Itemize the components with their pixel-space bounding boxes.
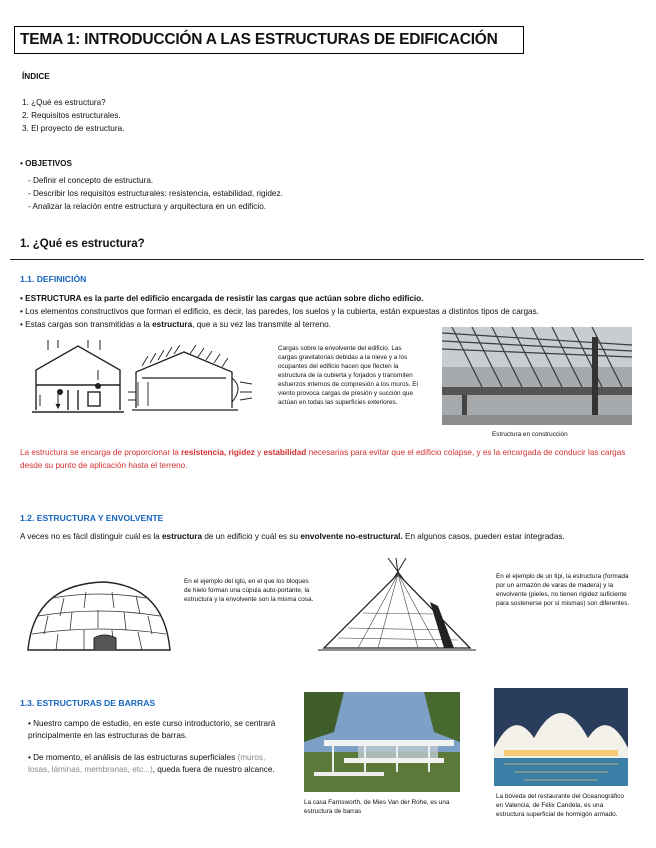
indice-heading: ÍNDICE bbox=[22, 72, 50, 81]
house-wind-sketch bbox=[128, 342, 252, 416]
house-load-sketch bbox=[28, 340, 128, 418]
list-item: 1. ¿Qué es estructura? bbox=[22, 98, 106, 107]
tipi-caption: En el ejemplo de un tipi, la estructura (formada por un armazón de varas de madera) y la envolvente (pieles, no tienen rigidez suficiente para sostenerse por sí mismas) son diferentes. bbox=[496, 573, 630, 607]
section-1-2-paragraph: A veces no es fácil distinguir cuál es la estructura de un edificio y cuál es su envolvente no-estructural. En algunos casos, pueden estar integradas. bbox=[20, 532, 565, 541]
bar-structures-bullet-1: • Nuestro campo de estudio, en este curso introductorio, se centrará principalmente en las estructuras de barras. bbox=[28, 719, 276, 740]
igloo-caption: En el ejemplo del iglú, en el que los bloques de hielo forman una cúpula auto-portante, la estructura y la envolvente son la misma cosa. bbox=[184, 578, 314, 603]
objetivos-list bbox=[28, 174, 283, 213]
definition-bullet-3: • Estas cargas son transmitidas a la estructura, que a su vez las transmite al terreno. bbox=[20, 320, 331, 329]
definition-bullets bbox=[20, 292, 640, 331]
list-item: 3. El proyecto de estructura. bbox=[22, 124, 125, 133]
oceanografic-photo bbox=[494, 688, 628, 786]
construction-caption: Estructura en construcción bbox=[492, 431, 568, 438]
tipi-sketch bbox=[318, 558, 476, 654]
page-title-box bbox=[14, 26, 524, 54]
oceanografic-caption: La bóveda del restaurante del Oceanográfico en Valencia, de Félix Candela, es una estructura superficial de hormigón armado. bbox=[496, 793, 624, 818]
section-1-1-heading: 1.1. DEFINICIÓN bbox=[20, 274, 87, 284]
section-1-3-bullets bbox=[28, 718, 276, 776]
construction-photo bbox=[442, 327, 632, 425]
list-item: - Analizar la relación entre estructura y arquitectura en un edificio. bbox=[28, 202, 267, 211]
structure-definition-highlight: La estructura se encarga de proporcionar la resistencia, rigidez y estabilidad necesarias para evitar que el edificio colapse, y es la encargada de conducir las cargas desde su punto de aplicación hasta el terreno. bbox=[20, 448, 626, 470]
loads-caption: Cargas sobre la envolvente del edificio. Las cargas gravitatorias debidas a la nieve y a los ocupantes del edificio hacen que flecten la estructura de la cubierta y forjados y transmiten esfuerzos internos de compresión a los muros. El viento provoca cargas de presión y succión que actúan en todas las superficies exteriores. bbox=[278, 345, 418, 406]
list-item: - Describir los requisitos estructurales: resistencia, estabilidad, rigidez. bbox=[28, 189, 283, 198]
section-1-heading: 1. ¿Qué es estructura? bbox=[20, 238, 145, 250]
bar-structures-bullet-2: • De momento, el análisis de las estructuras superficiales (muros, losas, láminas, membranas, etc...), queda fuera de nuestro alcance. bbox=[28, 753, 275, 774]
farnsworth-caption: La casa Farnsworth, de Mies Van der Rohe, es una estructura de barras bbox=[304, 799, 450, 815]
definition-bullet-1: • ESTRUCTURA es la parte del edificio encargada de resistir las cargas que actúan sobre dicho edificio. bbox=[20, 294, 424, 303]
page-title: TEMA 1: INTRODUCCIÓN A LAS ESTRUCTURAS DE EDIFICACIÓN bbox=[20, 31, 498, 48]
objetivos-heading: • OBJETIVOS bbox=[20, 159, 73, 168]
igloo-sketch bbox=[24, 576, 174, 656]
farnsworth-house-photo bbox=[304, 692, 460, 792]
list-item: 2. Requisitos estructurales. bbox=[22, 111, 121, 120]
list-item: - Definir el concepto de estructura. bbox=[28, 176, 154, 185]
section-1-3-heading: 1.3. ESTRUCTURAS DE BARRAS bbox=[20, 698, 156, 708]
section-divider bbox=[10, 259, 644, 260]
definition-bullet-2: • Los elementos constructivos que forman el edificio, es decir, las paredes, los suelos y la cubierta, están expuestas a distintos tipos de cargas. bbox=[20, 307, 539, 316]
indice-list bbox=[22, 96, 124, 135]
section-1-2-heading: 1.2. ESTRUCTURA Y ENVOLVENTE bbox=[20, 513, 164, 523]
